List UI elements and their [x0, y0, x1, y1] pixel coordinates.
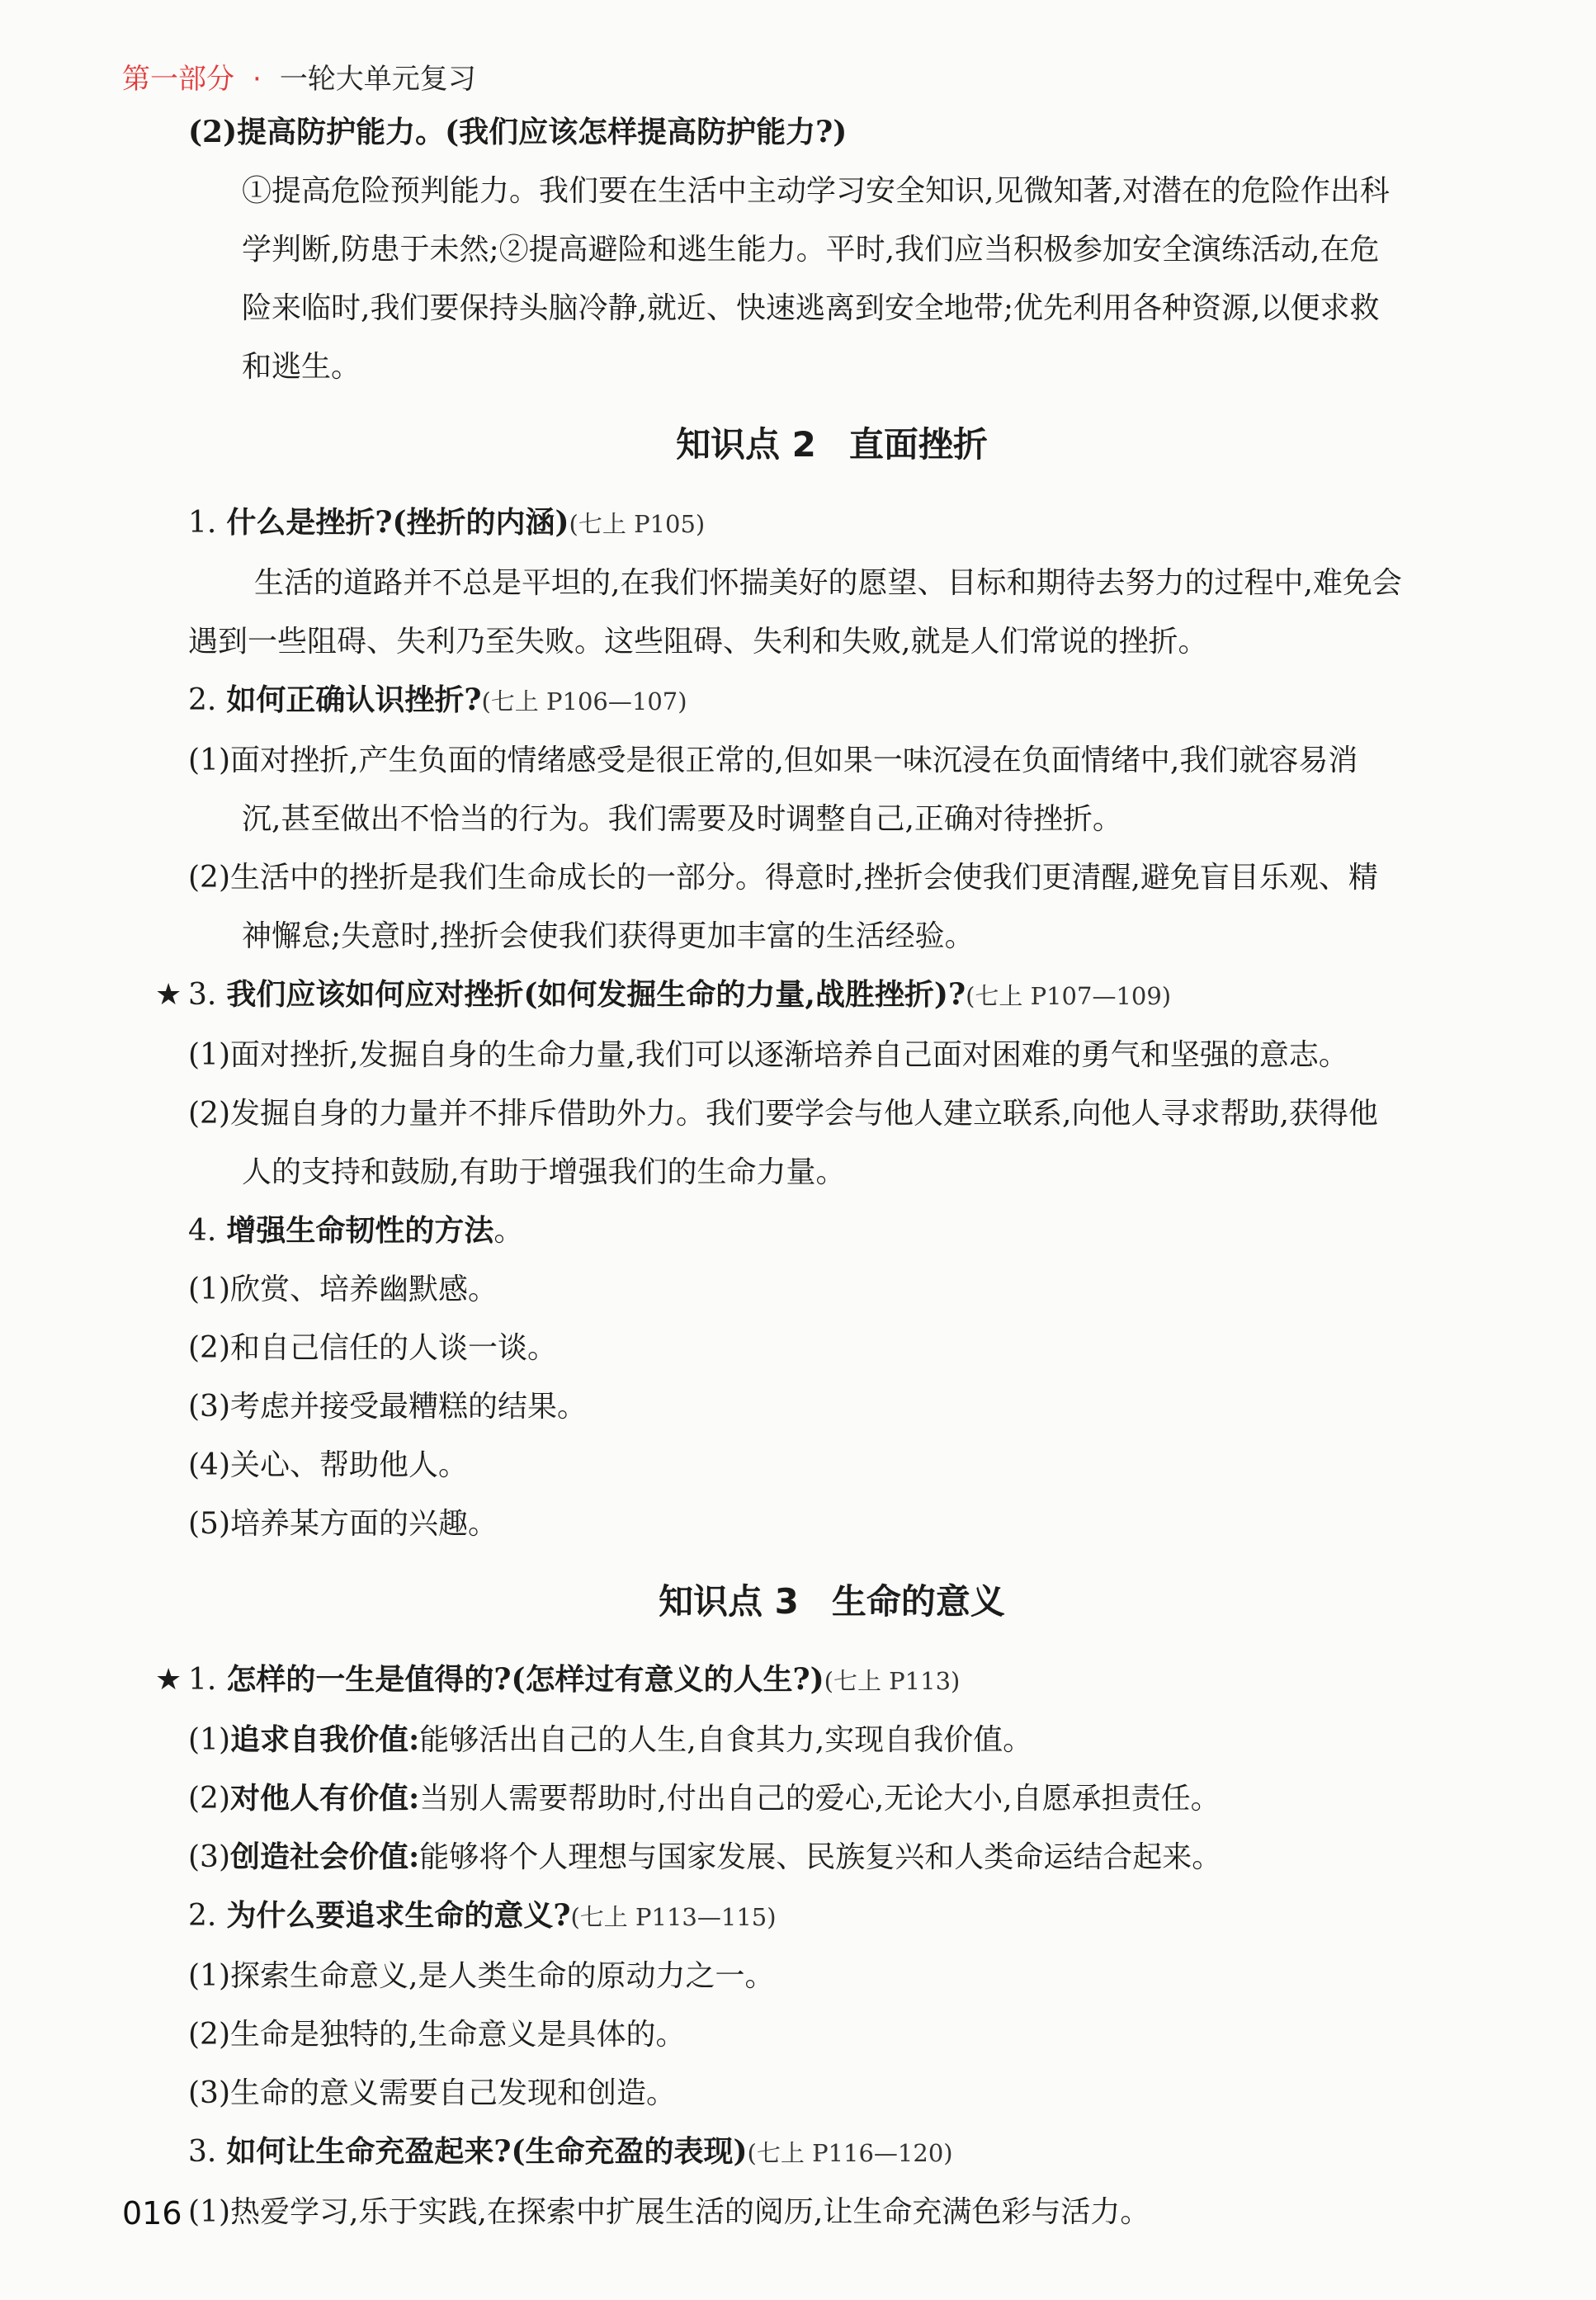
paragraph-line: 和逃生。 — [242, 350, 361, 384]
kp-label: 知识点 2 — [676, 424, 816, 465]
question-title: 如何正确认识挫折? — [226, 682, 482, 717]
list-item: (2)和自己信任的人谈一谈。 — [188, 1331, 557, 1365]
section-title-kp3 — [122, 1553, 1542, 1651]
kp-name: 生命的意义 — [831, 1581, 1005, 1622]
list-item: (1)面对挫折,发掘自身的生命力量,我们可以逐渐培养自己面对困难的勇气和坚强的意志。 — [188, 1038, 1348, 1072]
question-title: 如何让生命充盈起来?(生命充盈的表现) — [226, 2134, 748, 2169]
header-separator: · — [253, 63, 262, 96]
list-item: (2)发掘自身的力量并不排斥借助外力。我们要学会与他人建立联系,向他人寻求帮助,获得他 — [188, 1097, 1378, 1131]
list-item: (2)对他人有价值:当别人需要帮助时,付出自己的爱心,无论大小,自愿承担责任。 — [188, 1781, 1221, 1816]
paragraph-line: 险来临时,我们要保持头脑冷静,就近、快速逃离到安全地带;优先利用各种资源,以便求救 — [242, 291, 1380, 325]
question-heading: 1. 什么是挫折?(挫折的内涵)(七上 P105) — [188, 505, 706, 540]
list-item: (4)关心、帮助他人。 — [188, 1448, 468, 1482]
star-icon: ★ — [155, 1663, 182, 1697]
list-item: (3)创造社会价值:能够将个人理想与国家发展、民族复兴和人类命运结合起来。 — [188, 1840, 1222, 1874]
page-reference: (七上 P106—107) — [481, 687, 687, 716]
list-item-cont: 沉,甚至做出不恰当的行为。我们需要及时调整自己,正确对待挫折。 — [242, 802, 1122, 836]
paragraph-line: 学判断,防患于未然;②提高避险和逃生能力。平时,我们应当积极参加安全演练活动,在危 — [242, 233, 1380, 267]
question-heading: ★ 1. 怎样的一生是值得的?(怎样过有意义的人生?)(七上 P113) — [122, 1651, 1542, 1711]
star-icon: ★ — [155, 978, 182, 1012]
page-reference: (七上 P105) — [569, 510, 706, 538]
list-item: (3)生命的意义需要自己发现和创造。 — [188, 2076, 676, 2110]
list-item: (1)热爱学习,乐于实践,在探索中扩展生活的阅历,让生命充满色彩与活力。 — [188, 2195, 1150, 2229]
paragraph-line: 遇到一些阻碍、失利乃至失败。这些阻碍、失利和失败,就是人们常说的挫折。 — [188, 625, 1208, 659]
list-item: (1)欣赏、培养幽默感。 — [188, 1273, 498, 1306]
list-item: (1)面对挫折,产生负面的情绪感受是很正常的,但如果一味沉浸在负面情绪中,我们就容易消 — [188, 744, 1358, 777]
list-item: (2)生命是独特的,生命意义是具体的。 — [188, 2018, 686, 2052]
term: 追求自我价值: — [230, 1722, 420, 1757]
page-reference: (七上 P116—120) — [747, 2139, 953, 2167]
page-number: 016 — [122, 2195, 182, 2232]
kp-name: 直面挫折 — [848, 424, 988, 465]
paragraph-line: 生活的道路并不总是平坦的,在我们怀揣美好的愿望、目标和期待去努力的过程中,难免会 — [254, 566, 1402, 600]
list-item: (2)生活中的挫折是我们生命成长的一部分。得意时,挫折会使我们更清醒,避免盲目乐观、精 — [188, 861, 1378, 895]
question-title: 什么是挫折?(挫折的内涵) — [226, 505, 569, 540]
running-header — [122, 59, 476, 99]
section-subtitle: 一轮大单元复习 — [279, 63, 476, 96]
list-item: (1)追求自我价值:能够活出自己的人生,自食其力,实现自我价值。 — [188, 1722, 1033, 1757]
list-item-cont: 神懈怠;失意时,挫折会使我们获得更加丰富的生活经验。 — [242, 919, 975, 953]
section-label: 第一部分 — [122, 63, 234, 96]
question-title: 怎样的一生是值得的?(怎样过有意义的人生?) — [226, 1662, 824, 1697]
question-title: 增强生命韧性的方法 — [226, 1213, 494, 1248]
list-item: (3)考虑并接受最糟糕的结果。 — [188, 1390, 587, 1424]
question-heading: 3. 如何让生命充盈起来?(生命充盈的表现)(七上 P116—120) — [188, 2134, 953, 2169]
section-title-kp2 — [122, 396, 1542, 494]
page-content — [122, 103, 1542, 2241]
kp-label: 知识点 3 — [659, 1581, 799, 1622]
question-title: 我们应该如何应对挫折(如何发掘生命的力量,战胜挫折)? — [226, 977, 966, 1012]
page-reference: (七上 P107—109) — [966, 982, 1172, 1010]
list-item: (1)探索生命意义,是人类生命的原动力之一。 — [188, 1959, 775, 1993]
intro-heading: (2)提高防护能力。(我们应该怎样提高防护能力?) — [188, 115, 848, 149]
question-title: 为什么要追求生命的意义? — [226, 1898, 571, 1933]
page-reference: (七上 P113—115) — [570, 1903, 777, 1931]
page-reference: (七上 P113) — [824, 1667, 961, 1695]
question-heading: 2. 为什么要追求生命的意义?(七上 P113—115) — [188, 1898, 777, 1933]
term: 创造社会价值: — [230, 1840, 420, 1874]
list-item: (5)培养某方面的兴趣。 — [188, 1507, 498, 1541]
list-item-cont: 人的支持和鼓励,有助于增强我们的生命力量。 — [242, 1155, 846, 1189]
paragraph-line: ①提高危险预判能力。我们要在生活中主动学习安全知识,见微知著,对潜在的危险作出科 — [242, 174, 1390, 208]
question-heading: 4. 增强生命韧性的方法。 — [188, 1213, 524, 1248]
term: 对他人有价值: — [230, 1781, 420, 1816]
question-heading: ★ 3. 我们应该如何应对挫折(如何发掘生命的力量,战胜挫折)?(七上 P107—109) — [122, 966, 1542, 1026]
question-heading: 2. 如何正确认识挫折?(七上 P106—107) — [188, 682, 687, 717]
